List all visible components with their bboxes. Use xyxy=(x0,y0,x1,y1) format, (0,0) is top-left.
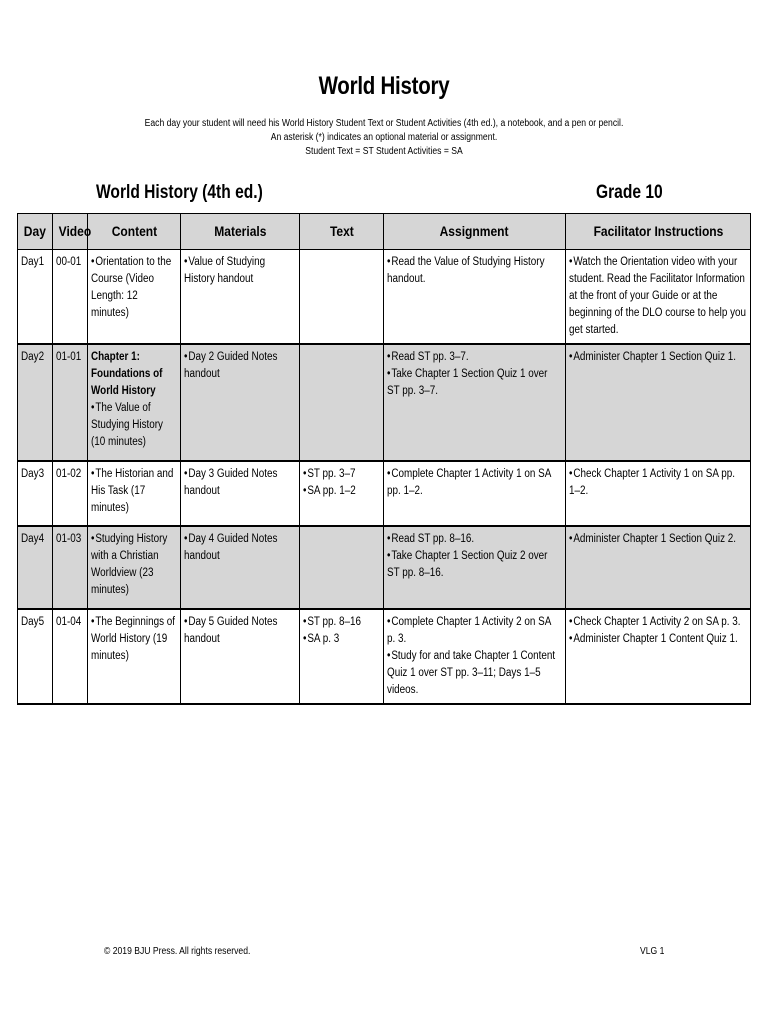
materials-cell xyxy=(181,526,300,609)
facilitator-cell xyxy=(566,526,751,609)
text-cell xyxy=(300,609,384,704)
column-header-assignment: Assignment xyxy=(384,214,566,250)
cell-text: Day3 xyxy=(21,468,45,480)
page-label: VLG 1 xyxy=(640,946,665,957)
bullet-item: • Read ST pp. 8–16. xyxy=(387,531,562,548)
table-row xyxy=(18,526,751,609)
bullet-item: • Study for and take Chapter 1 Content Quiz 1 over ST pp. 3–11; Days 1–5 videos. xyxy=(387,648,562,699)
header-row xyxy=(18,214,751,250)
content-cell xyxy=(88,461,181,526)
cell-text: Day2 xyxy=(21,351,45,363)
bullet-item: • Complete Chapter 1 Activity 1 on SA pp. 1–2. xyxy=(387,466,562,500)
bullet-item: • Take Chapter 1 Section Quiz 1 over ST pp. 3–7. xyxy=(387,366,562,400)
bullet-item: • Administer Chapter 1 Section Quiz 2. xyxy=(569,531,747,548)
cell-text: 01-02 xyxy=(56,468,82,480)
table-row xyxy=(18,344,751,461)
facilitator-cell xyxy=(566,461,751,526)
bullet-item: • Administer Chapter 1 Section Quiz 1. xyxy=(569,349,747,366)
bullet-item: • Check Chapter 1 Activity 2 on SA p. 3. xyxy=(569,614,747,631)
bullet-item: • Administer Chapter 1 Content Quiz 1. xyxy=(569,631,747,648)
day-cell xyxy=(18,344,53,461)
bullet-item: • Value of Studying History handout xyxy=(184,254,296,288)
bullet-item: • ST pp. 8–16 xyxy=(303,614,380,631)
bullet-item: • Studying History with a Christian Worldview (23 minutes) xyxy=(91,531,177,599)
cell-text: Day4 xyxy=(21,533,45,545)
content-cell xyxy=(88,344,181,461)
facilitator-cell xyxy=(566,344,751,461)
text-cell xyxy=(300,526,384,609)
grade-level: Grade 10 xyxy=(596,182,663,203)
bullet-item: • Check Chapter 1 Activity 1 on SA pp. 1–2. xyxy=(569,466,747,500)
bullet-item: • Day 4 Guided Notes handout xyxy=(184,531,296,565)
content-cell xyxy=(88,526,181,609)
copyright-footer: © 2019 BJU Press. All rights reserved. xyxy=(104,946,251,957)
video-cell xyxy=(53,526,88,609)
column-header-day: Day xyxy=(18,214,53,250)
assignment-cell xyxy=(384,461,566,526)
cell-text: Day1 xyxy=(21,256,45,268)
video-cell xyxy=(53,250,88,345)
table-row xyxy=(18,461,751,526)
bullet-item: • Day 3 Guided Notes handout xyxy=(184,466,296,500)
facilitator-cell xyxy=(566,250,751,345)
cell-text: 00-01 xyxy=(56,256,82,268)
intro-line: Student Text = ST Student Activities = SA xyxy=(305,146,463,157)
column-header-content: Content xyxy=(88,214,181,250)
column-header-text: Text xyxy=(300,214,384,250)
day-cell xyxy=(18,609,53,704)
bullet-item: • The Beginnings of World History (19 minutes) xyxy=(91,614,177,665)
bullet-item: • The Historian and His Task (17 minutes) xyxy=(91,466,177,517)
text-cell xyxy=(300,344,384,461)
materials-cell xyxy=(181,461,300,526)
cell-text: 01-01 xyxy=(56,351,82,363)
assignment-cell xyxy=(384,609,566,704)
intro-line: An asterisk (*) indicates an optional material or assignment. xyxy=(270,132,498,143)
bullet-item: • Day 5 Guided Notes handout xyxy=(184,614,296,648)
column-header-materials: Materials xyxy=(181,214,300,250)
cell-text: Day5 xyxy=(21,616,45,628)
schedule-table xyxy=(17,213,751,705)
bullet-item: • Read ST pp. 3–7. xyxy=(387,349,562,366)
day-cell xyxy=(18,250,53,345)
bullet-item: • SA p. 3 xyxy=(303,631,380,648)
bullet-item: • Orientation to the Course (Video Length: 12 minutes) xyxy=(91,254,177,322)
video-cell xyxy=(53,461,88,526)
intro-line: Each day your student will need his World History Student Text or Student Activities (4th ed.), a notebook, and a pen or pencil. xyxy=(144,118,624,129)
assignment-cell xyxy=(384,344,566,461)
column-header-video: Video xyxy=(53,214,88,250)
course-name: World History (4th ed.) xyxy=(96,182,263,203)
day-cell xyxy=(18,526,53,609)
facilitator-cell xyxy=(566,609,751,704)
bullet-item: • ST pp. 3–7 xyxy=(303,466,380,483)
day-cell xyxy=(18,461,53,526)
intro-text xyxy=(54,117,714,159)
materials-cell xyxy=(181,344,300,461)
content-cell xyxy=(88,250,181,345)
text-cell xyxy=(300,461,384,526)
bullet-item: • Day 2 Guided Notes handout xyxy=(184,349,296,383)
content-cell xyxy=(88,609,181,704)
table-row xyxy=(18,250,751,345)
document-title: World History xyxy=(318,72,450,100)
chapter-heading: Chapter 1: Foundations of World History xyxy=(91,351,163,397)
table-row xyxy=(18,609,751,704)
text-cell xyxy=(300,250,384,345)
bullet-item: • Watch the Orientation video with your student. Read the Facilitator Information at the front of your Guide or at the beginning of the DLO course to help you get started. xyxy=(569,254,747,339)
materials-cell xyxy=(181,250,300,345)
video-cell xyxy=(53,609,88,704)
column-header-facilitator: Facilitator Instructions xyxy=(566,214,751,250)
cell-text: 01-03 xyxy=(56,533,82,545)
materials-cell xyxy=(181,609,300,704)
bullet-item: • Take Chapter 1 Section Quiz 2 over ST pp. 8–16. xyxy=(387,548,562,582)
assignment-cell xyxy=(384,250,566,345)
assignment-cell xyxy=(384,526,566,609)
bullet-item: • Complete Chapter 1 Activity 2 on SA p. 3. xyxy=(387,614,562,648)
bullet-item: • SA pp. 1–2 xyxy=(303,483,380,500)
bullet-item: • The Value of Studying History (10 minutes) xyxy=(91,400,177,451)
cell-text: 01-04 xyxy=(56,616,82,628)
video-cell xyxy=(53,344,88,461)
bullet-item: • Read the Value of Studying History handout. xyxy=(387,254,562,288)
